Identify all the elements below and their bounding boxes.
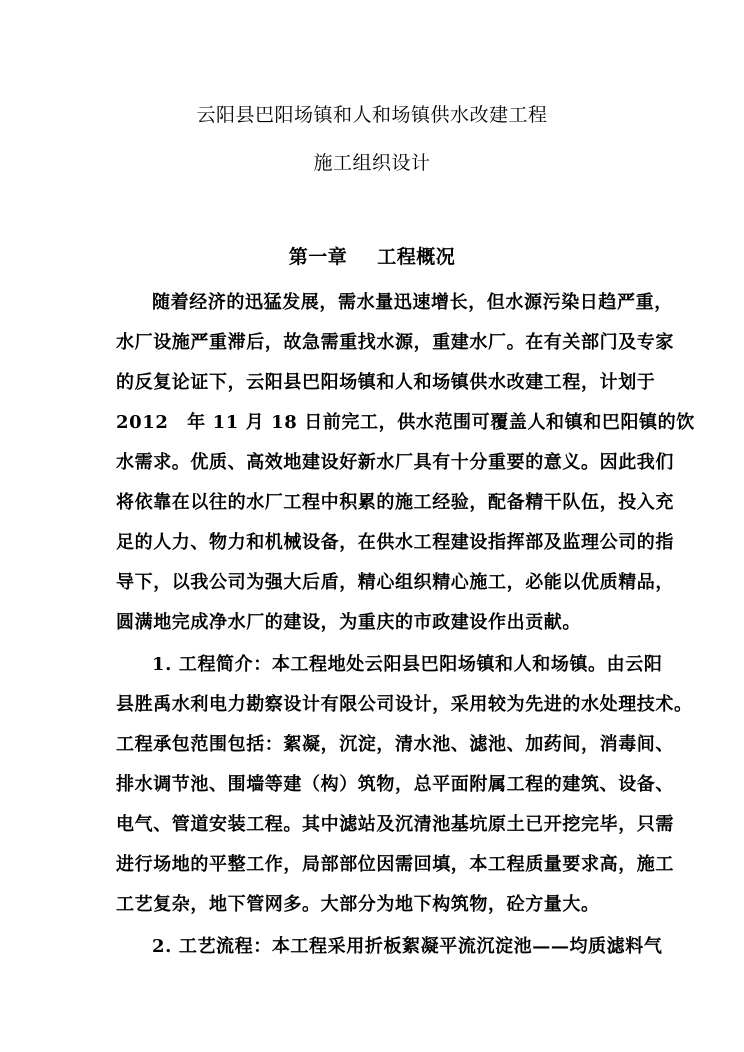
paragraph-line: 电气、管道安装工程。其中滤站及沉清池基坑原土已开挖完毕，只需: [116, 814, 674, 835]
paragraph-line: 进行场地的平整工作，局部部位因需回填，本工程质量要求高，施工: [116, 854, 674, 875]
chapter-name: 工程概况: [377, 246, 456, 268]
paragraph-line: 将依靠在以往的水厂工程中积累的施工经验，配备精干队伍，投入充: [116, 492, 674, 513]
chapter-heading: [0, 242, 744, 269]
paragraph-line: 足的人力、物力和机械设备，在供水工程建设指挥部及监理公司的指: [116, 532, 674, 553]
paragraph-line: 水厂设施严重滞后，故急需重找水源，重建水厂。在有关部门及专家: [116, 332, 674, 353]
paragraph-line: 水需求。优质、高效地建设好新水厂具有十分重要的意义。因此我们: [116, 452, 674, 473]
paragraph-line: 1. 工程简介：本工程地处云阳县巴阳场镇和人和场镇。由云阳: [152, 654, 663, 675]
document-subtitle: 施工组织设计: [313, 152, 431, 174]
paragraph-line: 圆满地完成净水厂的建设，为重庆的市政建设作出贡献。: [116, 612, 581, 633]
paragraph-line: 2. 工艺流程：本工程采用折板絮凝平流沉淀池——均质滤料气: [152, 936, 663, 957]
chapter-number: 第一章: [288, 246, 348, 268]
paragraph-line: 随着经济的迅猛发展，需水量迅速增长，但水源污染日趋严重，: [152, 292, 673, 313]
paragraph-line: 2012 年 11 月 18 日前完工，供水范围可覆盖人和镇和巴阳镇的饮: [116, 412, 695, 433]
document-title: 云阳县巴阳场镇和人和场镇供水改建工程: [196, 104, 548, 126]
paragraph-line: 工程承包范围包括：絮凝，沉淀，清水池、滤池、加药间，消毒间、: [116, 734, 674, 755]
paragraph-line: 县胜禹水利电力勘察设计有限公司设计，采用较为先进的水处理技术。: [116, 694, 693, 715]
paragraph-line: 导下，以我公司为强大后盾，精心组织精心施工，必能以优质精品，: [116, 572, 674, 593]
paragraph-line: 的反复论证下，云阳县巴阳场镇和人和场镇供水改建工程，计划于: [116, 372, 656, 393]
paragraph-line: 排水调节池、围墙等建（构）筑物，总平面附属工程的建筑、设备、: [116, 774, 674, 795]
paragraph-line: 工艺复杂，地下管网多。大部分为地下构筑物，砼方量大。: [116, 894, 600, 915]
